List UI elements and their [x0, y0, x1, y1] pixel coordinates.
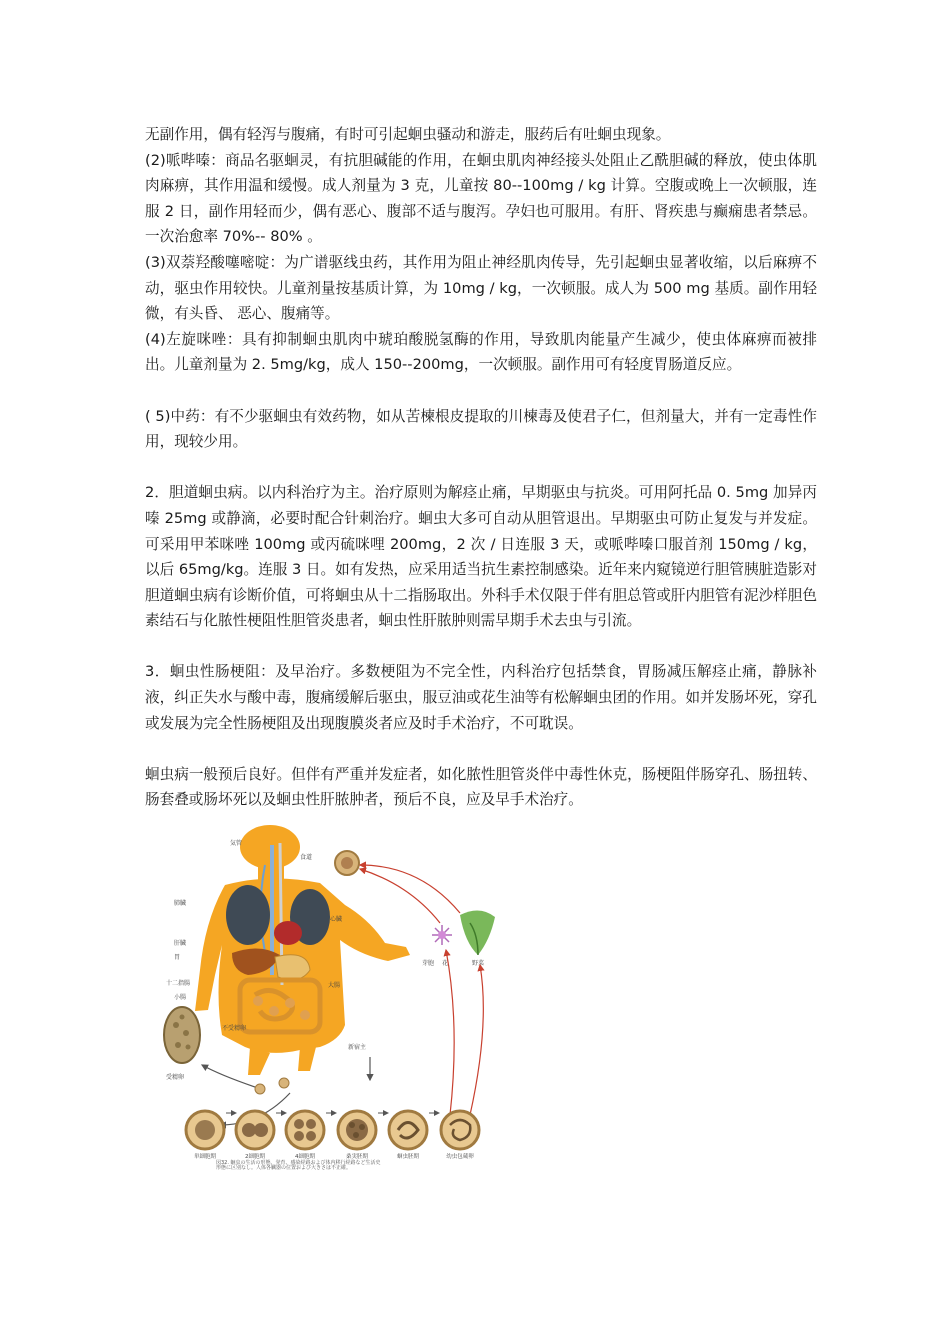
stage-label: 2細胞期	[245, 1154, 265, 1160]
stage-egg	[338, 1111, 376, 1149]
paragraph-biliary-ascariasis: 2．胆道蛔虫病。以内科治疗为主。治疗原则为解痉止痛，早期驱虫与抗炎。可用阿托品 0. 5mg 加异丙嗪 25mg 或静滴，必要时配合针刺治疗。蛔虫大多可自动从胆管退出。早期驱虫可防止复发与并发症。可采用甲苯咪唑 100mg 或丙硫咪哩 200mg，2 次 / 日连服 3 天，或哌哔嗪口服首剂 150mg / kg，以后 65mg/kg。连服 3 日。如有发热，应采用适当抗生素控制感染。近年来内窥镜逆行胆管胰脏造影对胆道蛔虫病有诊断价值，可将蛔虫从十二指肠取出。外科手术仅限于伴有胆总管或肝内胆管有泥沙样胆色素结石与化脓性梗阻性胆管炎患者，蛔虫性肝脓肿则需早期手术去虫与引流。	[145, 484, 817, 630]
label-large-intestine: 大腸	[328, 982, 341, 989]
paragraph-intestinal-obstruction: 3．蛔虫性肠梗阻：及早治疗。多数梗阻为不完全性，内科治疗包括禁食，胃肠减压解痉止痛，静脉补液，纠正失水与酸中毒，腹痛缓解后驱虫，服豆油或花生油等有松解蛔虫团的作用。如并发肠坏死，穿孔或发展为完全性肠梗阻及出现腹膜炎者应及时手术治疗，不可耽误。	[145, 663, 817, 732]
paragraph-gap	[145, 634, 817, 660]
paragraph-pyrantel: (3)双萘羟酸噻嘧啶：为广谱驱线虫药，其作用为阻止神经肌肉传导，先引起蛔虫显著收缩，以后麻痹不动，驱虫作用较快。儿童剂量按基质计算，为 10mg / kg，一次顿服。成人为 500 mg 基质。副作用轻微，有头昏、 恶心、腹痛等。	[145, 253, 817, 323]
infection-route-arrows	[360, 865, 483, 1115]
stage-egg	[286, 1111, 324, 1149]
heart	[274, 921, 302, 945]
label-fertile-egg: 受精卵	[166, 1074, 185, 1081]
paragraph-chinese-medicine: ( 5)中药：有不少驱蛔虫有效药物，如从苦楝根皮提取的川楝毒及使君子仁，但剂量大，并有一定毒性作用，现较少用。	[145, 407, 817, 451]
stage-label: 幼虫包蔵卵	[446, 1154, 474, 1160]
label-new-host: 新宿主	[348, 1044, 367, 1051]
ascaris-life-cycle-figure	[160, 825, 505, 1170]
label-trachea: 気管	[230, 840, 243, 847]
stage-label: 蛔虫胚期	[396, 1154, 420, 1160]
document-body	[145, 122, 817, 813]
stage-egg	[236, 1111, 274, 1149]
label-liver: 肝臓	[174, 940, 187, 947]
figure-caption-line-2: 形態に区別なし。人体各臓器の位置および大きさは不正確。	[216, 1165, 352, 1170]
label-duodenum: 十二指腸	[166, 980, 191, 987]
stage-label: 4細胞期	[295, 1154, 315, 1160]
label-vegetable: 野菜	[472, 960, 485, 967]
contaminated-plants	[422, 910, 495, 967]
label-small-intestine: 小腸	[174, 994, 187, 1001]
label-lung: 肺臓	[174, 900, 187, 907]
stage-egg	[186, 1111, 224, 1149]
label-flower: 花	[442, 960, 449, 967]
paragraph-prognosis: 蛔虫病一般预后良好。但伴有严重并发症者，如化脓性胆管炎伴中毒性休克，肠梗阻伴肠穿孔、肠扭转、肠套叠或肠坏死以及蛔虫性肝脓肿者，预后不良，应及早手术治疗。	[145, 765, 817, 809]
paragraph-gap	[145, 455, 817, 481]
label-unfertilized: 不受精卵	[222, 1025, 247, 1032]
human-body-silhouette	[195, 825, 410, 1075]
stage-egg	[389, 1111, 427, 1149]
paragraph-levamisole: (4)左旋咪唑：具有抑制蛔虫肌肉中琥珀酸脱氢酶的作用，导致肌肉能量产生减少，使虫体麻痹而被排出。儿童剂量为 2. 5mg/kg，成人 150--200mg，一次顿服。副作用可有轻度胃肠道反应。	[145, 330, 817, 374]
stage-egg	[441, 1111, 479, 1149]
egg-development-stages	[186, 1111, 479, 1160]
paragraph-gap	[145, 378, 817, 404]
stomach	[275, 955, 310, 980]
label-sprouts: 芽胞	[422, 960, 435, 967]
figure-caption-line-1: 図32. 蛔虫の生活の形態、発育、感染経路および体内移行経路など生活史	[216, 1160, 381, 1166]
stage-label: 桑実胚期	[345, 1154, 369, 1160]
paragraph-gap	[145, 736, 817, 762]
paragraph-piperazine: (2)哌哔嗪：商品名驱蛔灵，有抗胆碱能的作用，在蛔虫肌肉神经接头处阻止乙酰胆碱的释放，使虫体肌肉麻痹，其作用温和缓慢。成人剂量为 3 克，儿童按 80--100mg / kg 计算。空腹或晚上一次顿服，连服 2 日，副作用轻而少，偶有恶心、腹部不适与腹泻。孕妇也可服用。有肝、肾疾患与癫痫患者禁忌。一次治愈率 70%-- 80% 。	[145, 151, 817, 246]
label-esophagus: 食道	[300, 854, 313, 861]
label-stomach: 胃	[174, 954, 181, 961]
paragraph-side-effects: 无副作用，偶有轻泻与腹痛，有时可引起蛔虫骚动和游走，服药后有吐蛔虫现象。	[145, 126, 671, 143]
label-heart: 心臓	[330, 916, 343, 923]
stage-label: 単細胞期	[193, 1154, 217, 1160]
life-cycle-illustration	[160, 825, 505, 1170]
